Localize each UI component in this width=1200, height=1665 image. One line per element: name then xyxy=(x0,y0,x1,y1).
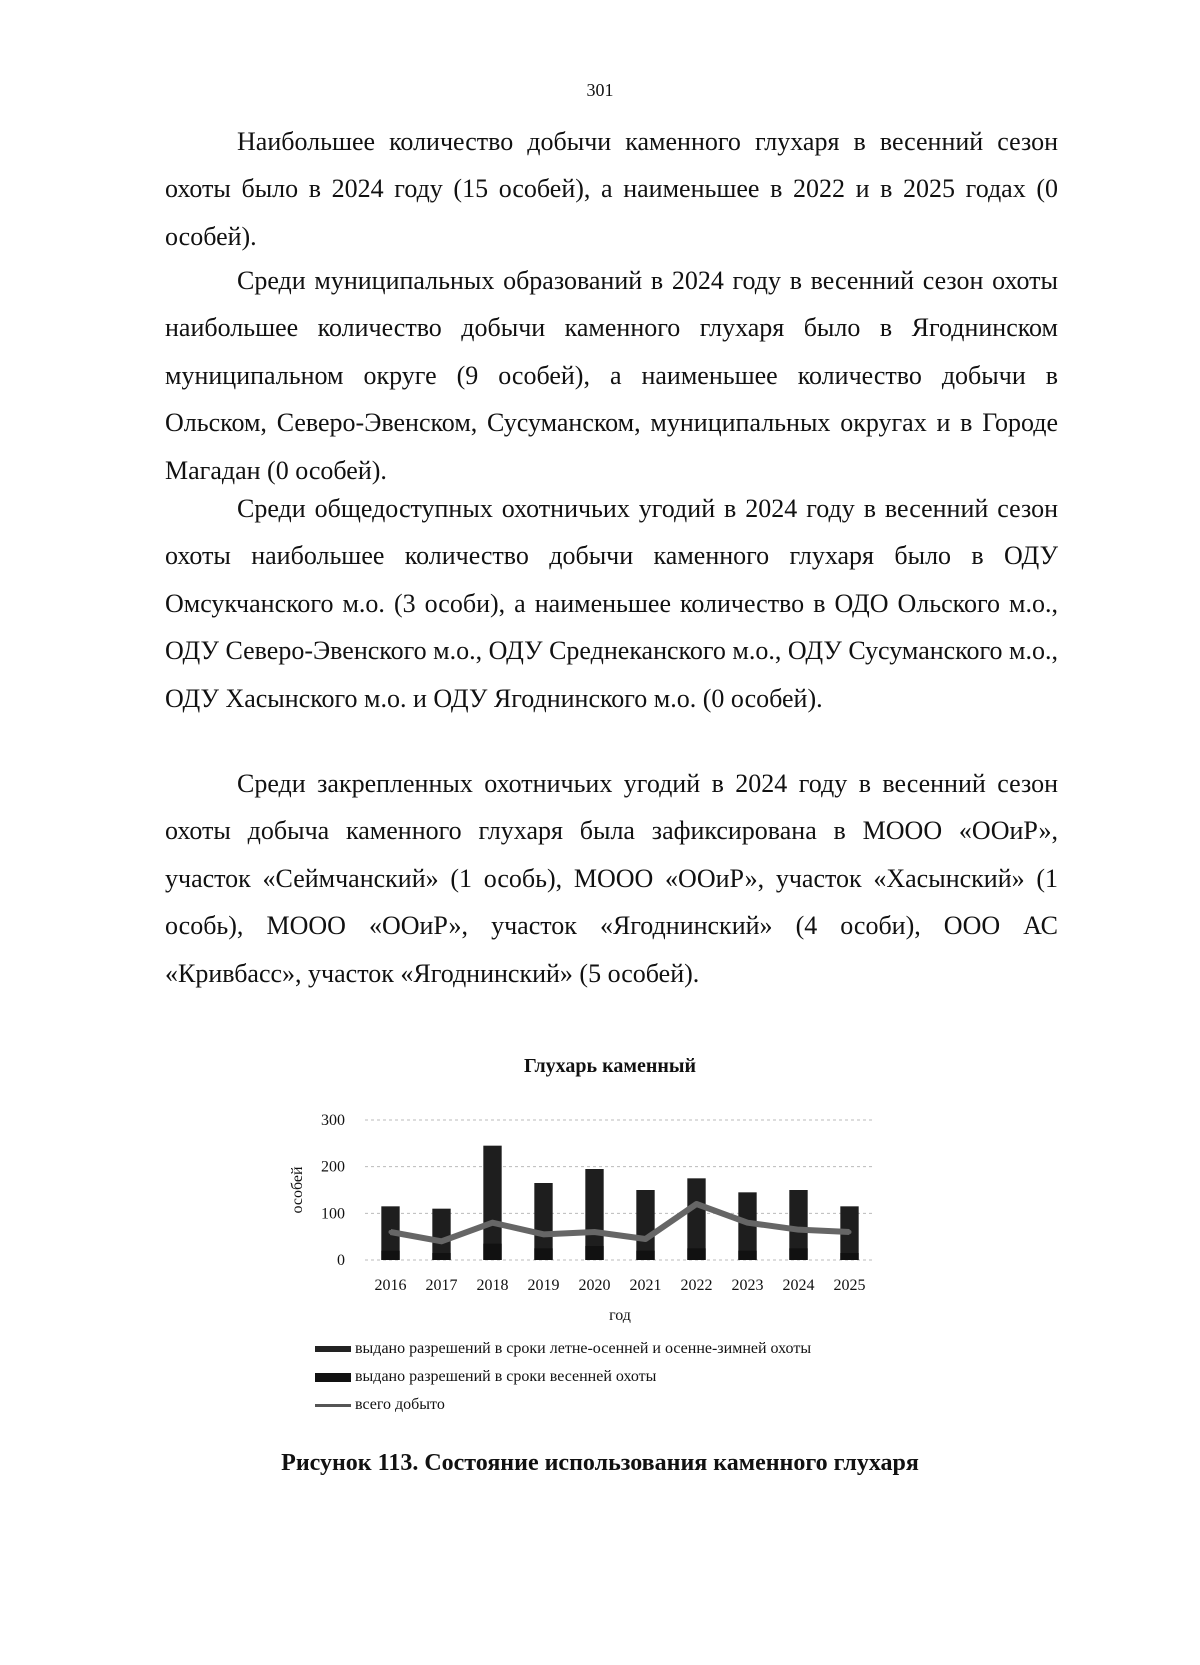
point-total-hunted xyxy=(593,1230,597,1234)
point-total-hunted xyxy=(746,1221,750,1225)
legend-swatch-total xyxy=(315,1404,351,1407)
x-tick-label: 2022 xyxy=(680,1277,713,1294)
x-tick-label: 2024 xyxy=(782,1277,815,1294)
chart-legend xyxy=(315,1335,811,1419)
chart-title: Глухарь каменный xyxy=(523,1055,697,1077)
bar-spring xyxy=(636,1251,654,1260)
point-total-hunted xyxy=(542,1232,546,1236)
figure-caption: Рисунок 113. Состояние использования каменного глухаря xyxy=(281,1450,919,1476)
y-tick-label: 0 xyxy=(337,1252,345,1269)
legend-label-summer-autumn: выдано разрешений в сроки летне-осенней и осенне-зимней охоты xyxy=(355,1340,812,1357)
y-axis-label: особей xyxy=(289,1166,306,1214)
y-tick-label: 200 xyxy=(321,1158,345,1176)
bar-spring xyxy=(585,1246,603,1260)
x-tick-label: 2016 xyxy=(374,1277,407,1294)
x-tick-label: 2023 xyxy=(731,1277,764,1294)
legend-item-total xyxy=(315,1391,811,1419)
bar-spring xyxy=(483,1244,501,1260)
legend-swatch-spring xyxy=(315,1373,351,1382)
paragraph-4: Среди закрепленных охотничьих угодий в 2024 году в весенний сезон охоты добыча каменного глухаря была зафиксирована в МООО «ООиР», участок «Сеймчанский» (1 особь), МООО «ООиР», участок «Хасынский» (1 особь), МООО «ООиР», участок «Ягоднинский» (4 особи), ООО АС «Кривбасс», участок «Ягоднинский» (5 особей). xyxy=(165,769,1058,988)
x-tick-label: 2018 xyxy=(476,1277,509,1294)
line-total-hunted xyxy=(391,1204,850,1241)
point-total-hunted xyxy=(440,1239,444,1243)
bar-spring xyxy=(432,1253,450,1260)
paragraph-1: Наибольшее количество добычи каменного глухаря в весенний сезон охоты было в 2024 году (15 особей), а наименьшее в 2022 и в 2025 годах (0 особей). xyxy=(165,127,1058,251)
bar-summer-autumn xyxy=(636,1190,654,1260)
x-tick-label: 2019 xyxy=(527,1277,560,1294)
x-axis-label: год xyxy=(609,1307,631,1324)
x-tick-label: 2020 xyxy=(578,1277,611,1294)
bar-summer-autumn xyxy=(483,1146,501,1260)
x-tick-label: 2021 xyxy=(629,1277,662,1294)
bar-spring xyxy=(789,1248,807,1260)
bar-spring xyxy=(687,1248,705,1260)
y-tick-label: 100 xyxy=(321,1205,345,1223)
page-number: 301 xyxy=(586,80,614,100)
point-total-hunted xyxy=(644,1237,648,1241)
point-total-hunted xyxy=(797,1228,801,1232)
bar-summer-autumn xyxy=(432,1209,450,1260)
point-total-hunted xyxy=(491,1221,495,1225)
point-total-hunted xyxy=(389,1230,393,1234)
legend-label-spring: выдано разрешений в сроки весенней охоты xyxy=(355,1368,657,1385)
point-total-hunted xyxy=(848,1230,852,1234)
y-tick-label: 300 xyxy=(321,1112,345,1129)
point-total-hunted xyxy=(695,1202,699,1206)
x-tick-label: 2025 xyxy=(833,1277,866,1294)
chart-svg xyxy=(280,1055,940,1355)
bar-spring xyxy=(840,1253,858,1260)
legend-item-spring xyxy=(315,1363,811,1391)
paragraph-2: Среди муниципальных образований в 2024 году в весенний сезон охоты наибольшее количество добычи каменного глухаря было в Ягоднинском муниципальном округе (9 особей), а наименьшее количество добычи в Ольском, Северо-Эвенском, Сусуманском, муниципальных округах и в Городе Магадан (0 особей). xyxy=(165,266,1058,485)
bar-spring xyxy=(534,1248,552,1260)
bar-spring xyxy=(381,1251,399,1260)
legend-label-total: всего добыто xyxy=(355,1396,445,1413)
legend-swatch-summer-autumn xyxy=(315,1346,351,1352)
paragraph-3: Среди общедоступных охотничьих угодий в 2024 году в весенний сезон охоты наибольшее количество добычи каменного глухаря было в ОДУ Омсукчанского м.о. (3 особи), а наименьшее количество в ОДО Ольского м.о., ОДУ Северо-Эвенского м.о., ОДУ Среднеканского м.о., ОДУ Сусуманского м.о., ОДУ Хасынского м.о. и ОДУ Ягоднинского м.о. (0 особей). xyxy=(165,494,1058,713)
x-tick-label: 2017 xyxy=(425,1277,458,1294)
bar-spring xyxy=(738,1251,756,1260)
bar-summer-autumn xyxy=(687,1178,705,1260)
legend-item-summer-autumn xyxy=(315,1335,811,1363)
